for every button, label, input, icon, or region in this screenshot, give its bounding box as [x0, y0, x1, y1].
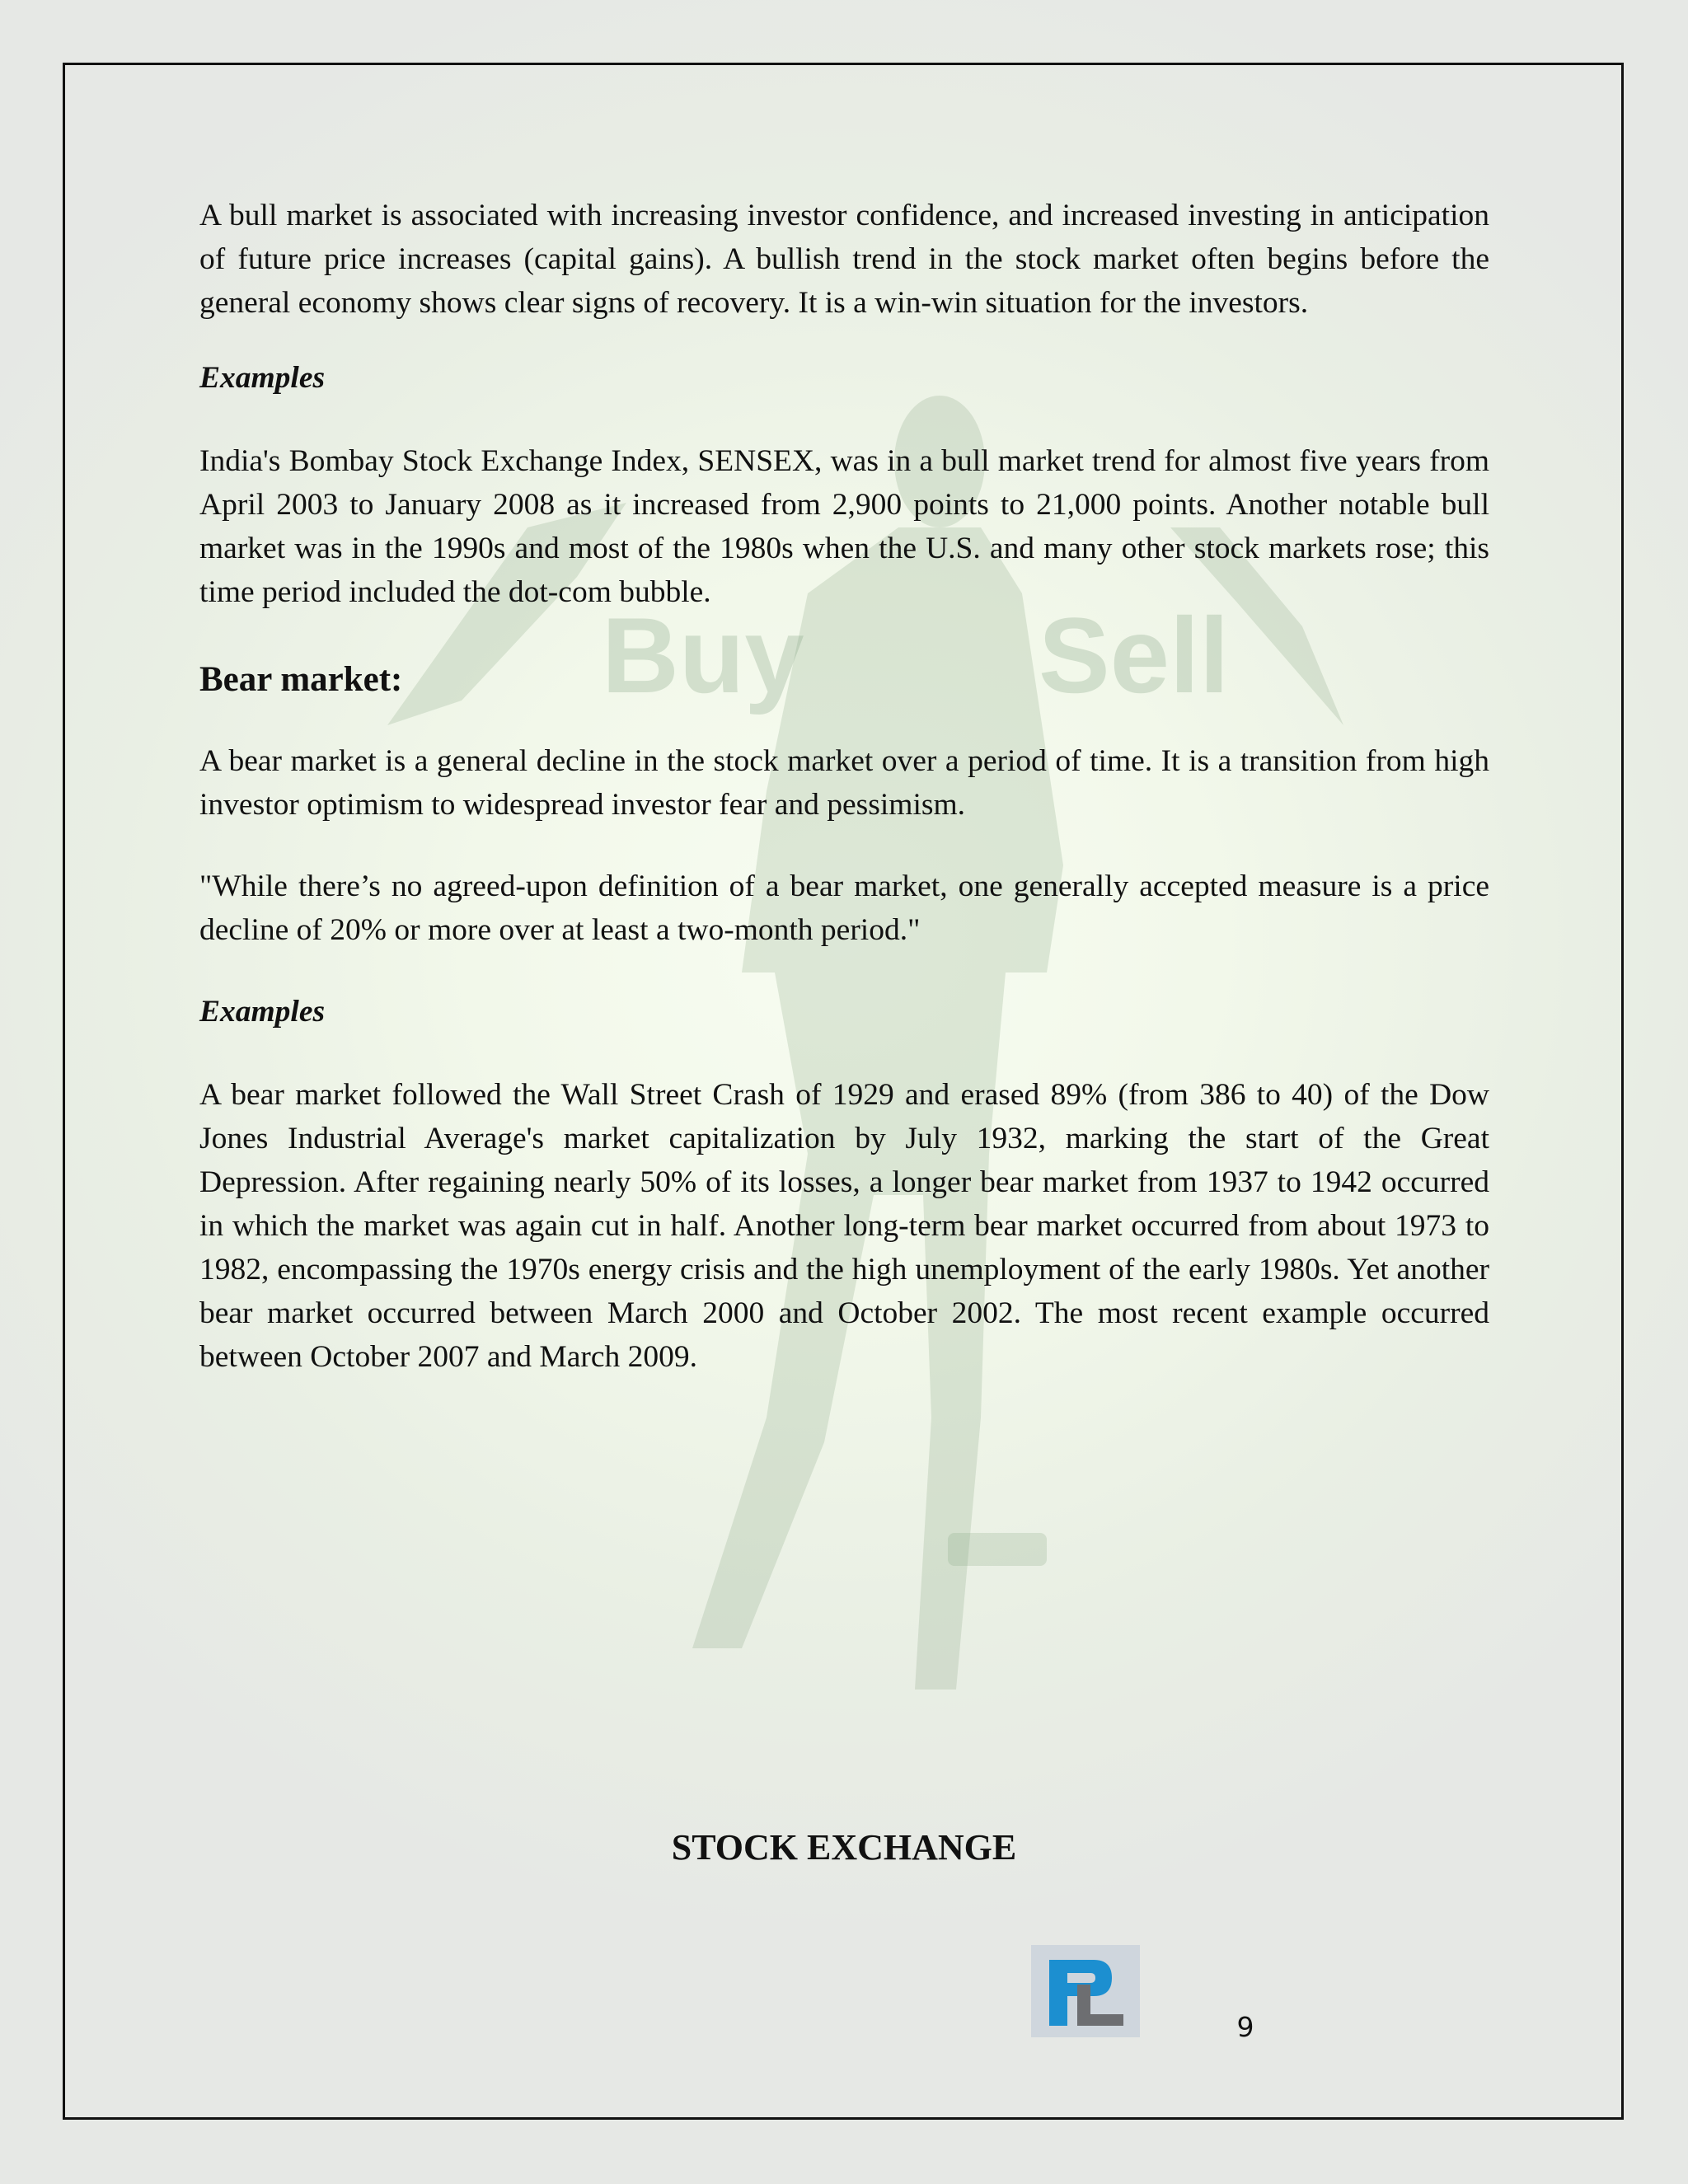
- watermark-buy-text: Buy: [602, 595, 804, 715]
- footer-title: STOCK EXCHANGE: [671, 1827, 1017, 1868]
- bear-examples-label: Examples: [199, 995, 326, 1029]
- bear-market-heading: Bear market:: [199, 660, 403, 699]
- watermark-sell-text: Sell: [1039, 595, 1230, 715]
- bull-examples-paragraph: India's Bombay Stock Exchange Index, SENSEX, was in a bull market trend for almost five years from April 2003 to January 2008 as it increased from 2,900 points to 21,000 points. Another notable bull market was in the 1990s and most of the 1980s when the U.S. and many other stock markets rose; this time period included the dot-com bubble.: [199, 444, 1489, 609]
- page-content: [199, 194, 1489, 1379]
- bear-market-paragraph: A bear market is a general decline in the stock market over a period of time. It is a transition from high investor optimism to widespread investor fear and pessimism.: [199, 744, 1489, 822]
- bear-examples-paragraph: A bear market followed the Wall Street Crash of 1929 and erased 89% (from 386 to 40) of the Dow Jones Industrial Average's market capitalization by July 1932, marking the start of the Great Depression. After regaining nearly 50% of its losses, a longer bear market from 1937 to 1942 occurred in which the market was again cut in half. Another long-term bear market occurred from about 1973 to 1982, encompassing the 1970s energy crisis and the high unemployment of the early 1980s. Yet another bear market occurred between March 2000 and October 2002. The most recent example occurred between October 2007 and March 2009.: [199, 1078, 1489, 1374]
- pl-logo: [1031, 1945, 1140, 2037]
- page-number: 9: [1236, 2011, 1254, 2043]
- bear-market-quote: "While there’s no agreed-upon definition of a bear market, one generally accepted measure is a price decline of 20% or more over at least a two-month period.": [199, 869, 1489, 947]
- bull-market-paragraph: A bull market is associated with increasing investor confidence, and increased investing in anticipation of future price increases (capital gains). A bullish trend in the stock market often begins before the general economy shows clear signs of recovery. It is a win-win situation for the investors.: [199, 199, 1489, 320]
- bull-examples-label: Examples: [199, 361, 326, 395]
